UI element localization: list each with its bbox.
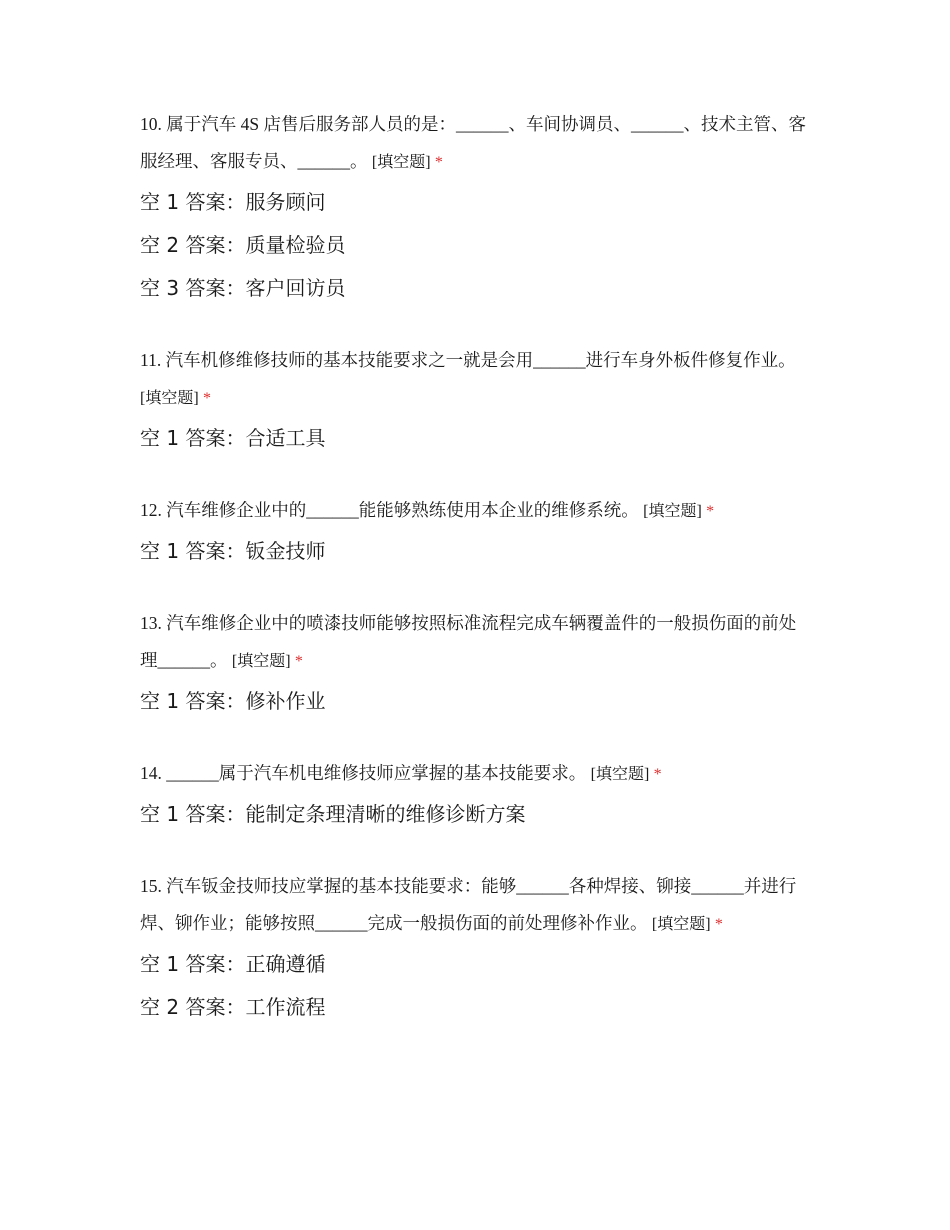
question-type-tag: [填空题] [643, 503, 702, 520]
answer-line: 空 1 答案：钣金技师 [140, 539, 326, 563]
answer-line: 空 1 答案：正确遵循 [140, 952, 326, 976]
required-mark: * [294, 653, 303, 670]
question-body: 10. 属于汽车 4S 店售后服务部人员的是：______、车间协调员、______、技术主管、客服经理、客服专员、______。 [140, 114, 806, 171]
question-11 [140, 342, 810, 460]
question-13 [140, 605, 810, 723]
question-12 [140, 492, 810, 573]
required-mark: * [706, 503, 715, 520]
required-mark: * [203, 390, 212, 407]
question-body: 12. 汽车维修企业中的______能能够熟练使用本企业的维修系统。 [140, 500, 639, 520]
question-type-tag: [填空题] [231, 653, 291, 670]
answer-line: 空 1 答案：服务顾问 [140, 190, 326, 214]
question-text [140, 868, 810, 943]
question-15 [140, 868, 810, 1029]
question-14 [140, 755, 810, 836]
question-text [140, 492, 810, 530]
question-10 [140, 106, 810, 310]
question-text [140, 605, 810, 680]
question-text [140, 342, 810, 417]
required-mark: * [714, 916, 723, 933]
question-body: 11. 汽车机修维修技师的基本技能要求之一就是会用______进行车身外板件修复作业。 [140, 350, 796, 370]
answer-line: 空 1 答案：合适工具 [140, 426, 326, 450]
question-body: 14. ______属于汽车机电维修技师应掌握的基本技能要求。 [140, 763, 587, 783]
question-type-tag: [填空题] [140, 390, 199, 407]
answer-line: 空 2 答案：工作流程 [140, 995, 326, 1019]
required-mark: * [653, 766, 662, 783]
question-type-tag: [填空题] [371, 154, 431, 171]
question-text [140, 755, 810, 793]
question-body: 13. 汽车维修企业中的喷漆技师能够按照标准流程完成车辆覆盖件的一般损伤面的前处理______。 [140, 613, 797, 670]
answer-line: 空 1 答案：能制定条理清晰的维修诊断方案 [140, 802, 526, 826]
answer-line: 空 3 答案：客户回访员 [140, 276, 346, 300]
answer-line: 空 2 答案：质量检验员 [140, 233, 346, 257]
answer-line: 空 1 答案：修补作业 [140, 689, 326, 713]
question-type-tag: [填空题] [651, 916, 711, 933]
required-mark: * [434, 154, 443, 171]
question-list [140, 106, 810, 1061]
question-body: 15. 汽车钣金技师技应掌握的基本技能要求：能够______各种焊接、铆接______并进行焊、铆作业；能够按照______完成一般损伤面的前处理修补作业。 [140, 876, 797, 933]
question-text [140, 106, 810, 181]
question-type-tag: [填空题] [590, 766, 650, 783]
